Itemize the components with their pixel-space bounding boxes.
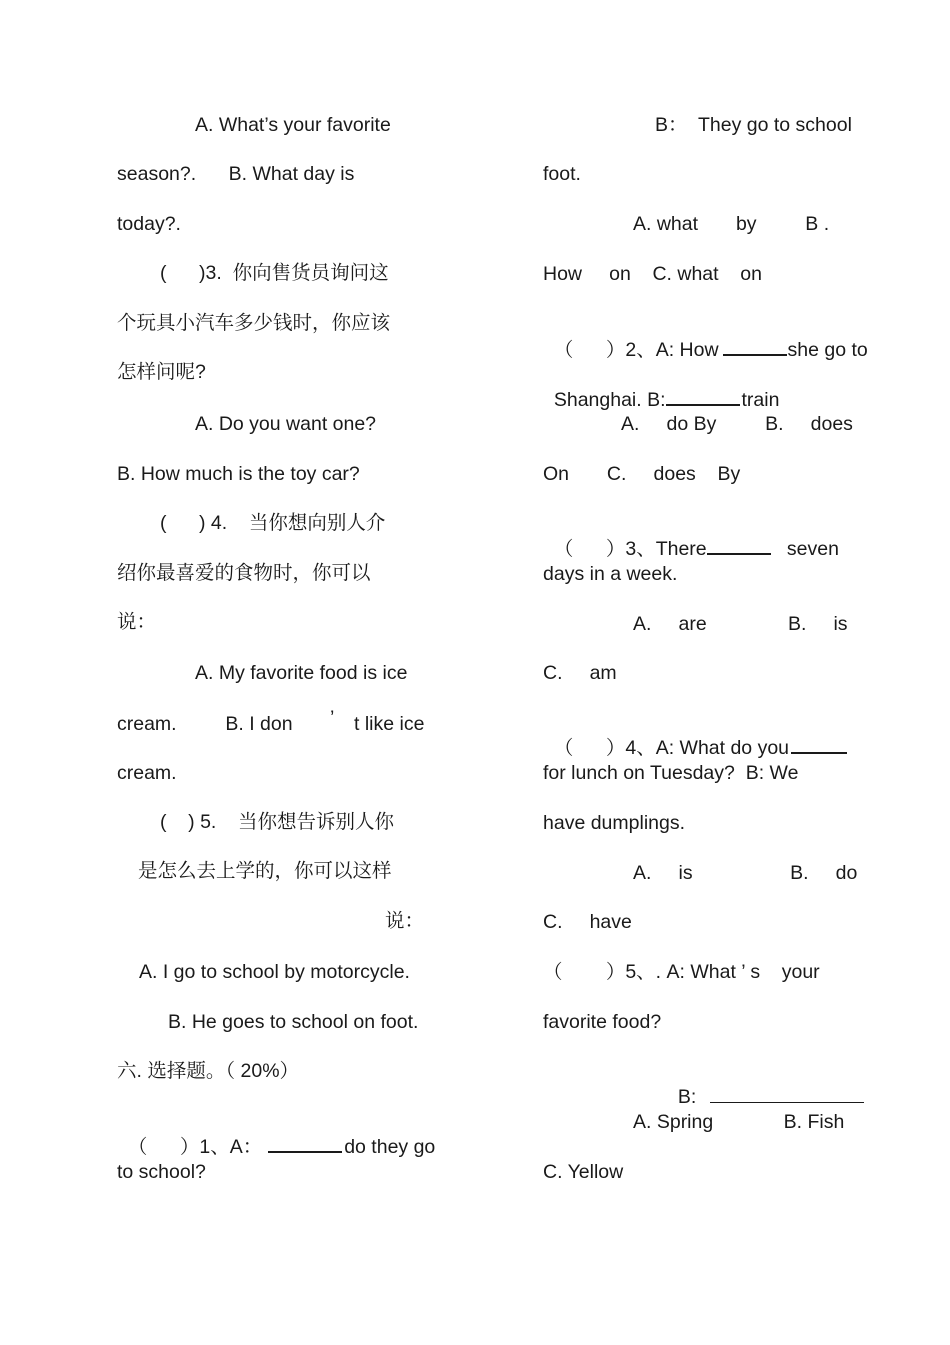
q2-option-b-cont: today?. <box>117 213 181 235</box>
q4-options-right-line2: C. have <box>543 911 632 933</box>
q4-stem-line2: 绍你最喜爱的食物时，你可以 <box>117 562 371 584</box>
q2-options-line2: On C. does By <box>543 463 741 485</box>
q3-option-b: B. How much is the toy car? <box>117 463 360 485</box>
q5-stem-right-line2: favorite food? <box>543 1011 662 1033</box>
q2-line2-prefix: Shanghai. B: <box>553 389 666 411</box>
q4-stem-right-line3: have dumplings. <box>543 812 686 834</box>
q4-option-b: cream. B. I don <box>117 713 293 735</box>
q3-suffix: seven <box>770 538 839 560</box>
q4-stem-right <box>543 710 847 759</box>
q2-mid: she go to <box>787 339 868 361</box>
q3-stem-right <box>543 511 839 560</box>
answer-blank <box>268 1133 342 1153</box>
section-title: 六. 选择题。（ 20%） <box>117 1060 300 1082</box>
q5-stem-right: （ ）5、. A: What ’ s your <box>543 961 820 983</box>
q4-option-b-apostrophe: ’ <box>330 707 335 729</box>
q3-prefix: （ ）3、There <box>553 538 707 560</box>
answer-blank <box>666 386 740 406</box>
q4-stem: ( ) 4. 当你想向别人介 <box>160 512 386 534</box>
q1-answer-b-line2: foot. <box>543 163 581 185</box>
q4-option-b-line2: cream. <box>117 762 177 784</box>
q2-stem-line2 <box>543 362 780 411</box>
q2-stem <box>543 312 868 361</box>
q5-answer-label: B: <box>677 1086 697 1108</box>
q2-prefix: （ ）2、A: How <box>553 339 719 361</box>
q3-stem-line2: 个玩具小汽车多少钱时，你应该 <box>117 312 391 334</box>
q3-stem: ( )3. 你向售货员询问这 <box>160 262 389 284</box>
q5-option-a: A. I go to school by motorcycle. <box>139 961 410 983</box>
q2-option-a: A. What’s your favorite <box>195 114 391 136</box>
q3-options-right-line2: C. am <box>543 662 617 684</box>
answer-blank <box>723 336 787 356</box>
q5-option-b: B. He goes to school on foot. <box>168 1011 419 1033</box>
answer-blank <box>710 1084 864 1103</box>
s6-q1-prefix: （ ）1、A： <box>127 1136 263 1158</box>
s6-q1-suffix: do they go <box>344 1136 436 1158</box>
q2-line2-suffix: train <box>741 389 780 411</box>
q1-options: A. what by B . <box>633 213 830 235</box>
s6-q1-stem <box>117 1109 436 1158</box>
q5-options-right: A. Spring B. Fish <box>633 1111 845 1133</box>
q3-stem-line3: 怎样问呢? <box>117 361 206 383</box>
q3-options-right: A. are B. is <box>633 613 848 635</box>
q4-option-a: A. My favorite food is ice <box>195 662 408 684</box>
q5-stem-line3: 说： <box>385 910 425 932</box>
q5-stem: ( ) 5. 当你想告诉别人你 <box>160 811 395 833</box>
q4-stem-line3: 说： <box>117 611 157 633</box>
q5-stem-line2: 是怎么去上学的，你可以这样 <box>138 860 392 882</box>
answer-blank <box>707 535 771 555</box>
q4-prefix: （ ）4、A: What do you <box>553 737 790 759</box>
q1-answer-b: B： They go to school <box>655 114 852 136</box>
q3-option-a: A. Do you want one? <box>195 413 377 435</box>
q5-answer-b <box>667 1060 864 1108</box>
q1-options-line2: How on C. what on <box>543 263 762 285</box>
q4-stem-right-line2: for lunch on Tuesday? B: We <box>543 762 799 784</box>
s6-q1-stem-line2: to school? <box>117 1161 206 1183</box>
q4-options-right: A. is B. do <box>633 862 858 884</box>
q3-stem-right-line2: days in a week. <box>543 563 678 585</box>
q5-options-right-line2: C. Yellow <box>543 1161 624 1183</box>
answer-blank <box>791 734 847 754</box>
q2-option-b: season?. B. What day is <box>117 163 355 185</box>
q4-option-b-cont: t like ice <box>354 713 425 735</box>
q2-options: A. do By B. does <box>621 413 853 435</box>
